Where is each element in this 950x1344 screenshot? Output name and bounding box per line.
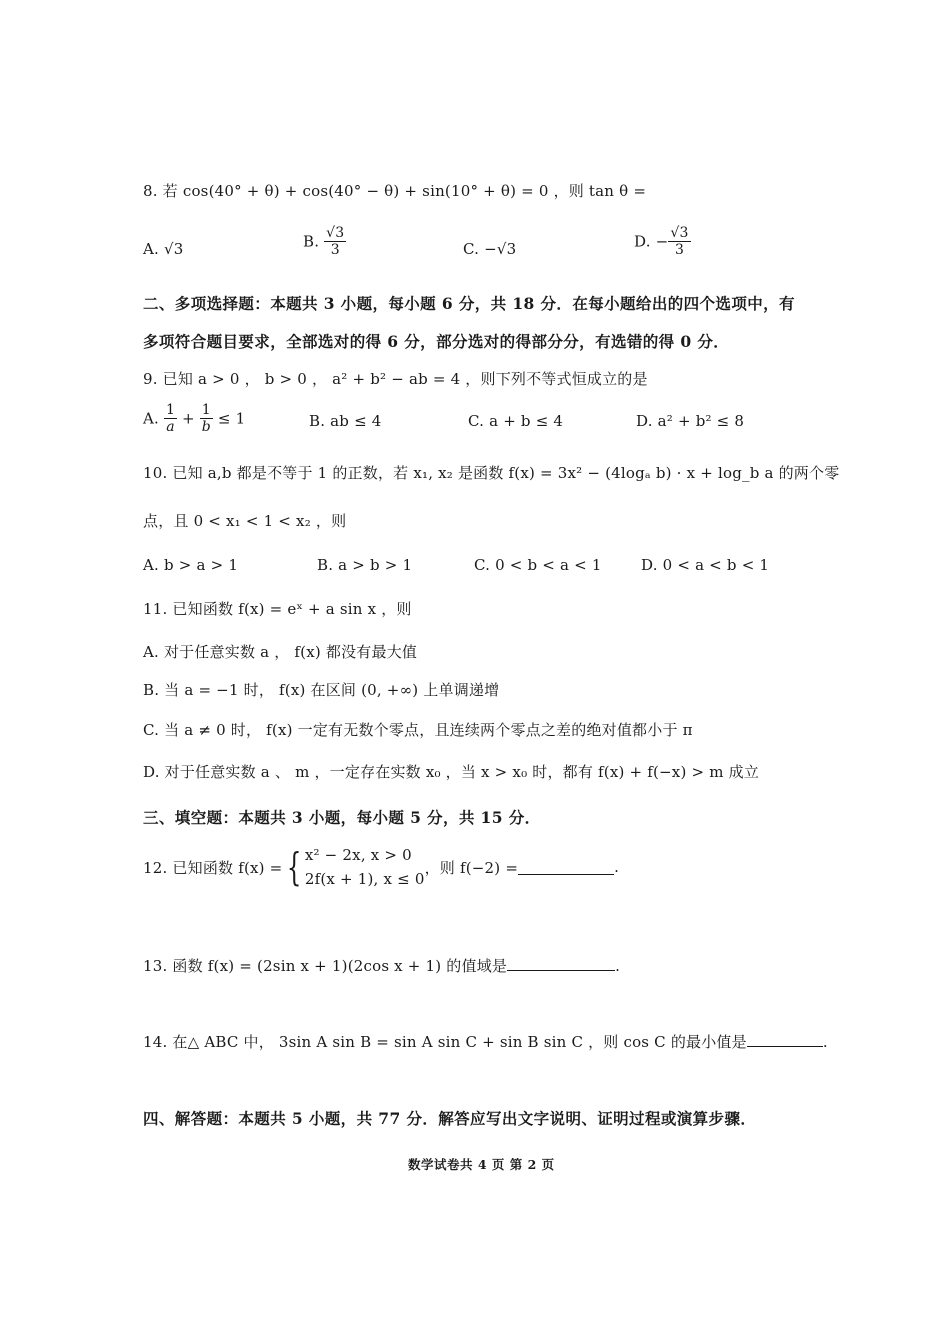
q8-option-d <box>634 225 691 258</box>
q9-option-a-num2: 1 <box>201 402 211 418</box>
q9-option-b: B. ab ≤ 4 <box>309 412 382 430</box>
q9-option-a-den2: b <box>201 419 211 435</box>
q10-stem: 10. 已知 a,b 都是不等于 1 的正数，若 x₁, x₂ 是函数 f(x) = 3x² − (4logₐ b) · x + log_b a 的两个零 <box>143 464 840 482</box>
q12-brace: { <box>287 845 302 889</box>
q8-option-b-label: B. <box>303 232 325 251</box>
q9-option-c: C. a + b ≤ 4 <box>468 412 564 430</box>
q11-option-a: A. 对于任意实数 a ， f(x) 都没有最大值 <box>143 643 418 661</box>
section4-title: 四、解答题：本题共 5 小题，共 77 分．解答应写出文字说明、证明过程或演算步骤． <box>143 1109 757 1128</box>
q13-stem: 13. 函数 f(x) = (2sin x + 1)(2cos x + 1) 的值域是 <box>143 957 508 975</box>
q13 <box>143 955 620 976</box>
q8-option-a-value: √3 <box>163 240 184 258</box>
q14-end-dot: . <box>822 1033 828 1051</box>
q8-option-c <box>463 240 516 258</box>
q9-option-a-tail: ≤ 1 <box>212 409 246 428</box>
q9-option-a-frac1 <box>164 402 177 435</box>
q9-option-a <box>143 402 245 435</box>
q9-stem: 9. 已知 a > 0 ， b > 0 ， a² + b² − ab = 4 ，则下列不等式恒成立的是 <box>143 370 648 388</box>
q14 <box>143 1031 828 1052</box>
q11-option-c: C. 当 a ≠ 0 时， f(x) 一定有无数个零点，且连续两个零点之差的绝对值都小于 π <box>143 721 693 739</box>
q8-option-a-label: A. <box>143 240 164 258</box>
q12-case2: 2f(x + 1), x ≤ 0 <box>304 870 425 888</box>
q12-case1: x² − 2x, x > 0 <box>304 846 412 864</box>
q8-option-d-label: D. − <box>634 232 669 251</box>
q9-option-a-den1: a <box>166 419 175 435</box>
q9-option-d: D. a² + b² ≤ 8 <box>636 412 745 430</box>
q12-end-dot: . <box>614 858 620 876</box>
q9-option-a-frac2 <box>200 402 213 435</box>
q12 <box>143 843 619 891</box>
q9-option-a-num1: 1 <box>165 402 176 418</box>
q8-option-d-numerator: √3 <box>670 225 689 241</box>
q10-stem-cont: 点，且 0 < x₁ < 1 < x₂ ，则 <box>143 512 347 530</box>
q11-stem: 11. 已知函数 f(x) = eˣ + a sin x ，则 <box>143 600 412 618</box>
q10-option-c: C. 0 < b < a < 1 <box>474 556 602 574</box>
q13-answer-blank <box>507 956 615 971</box>
q14-stem: 14. 在△ ABC 中， 3sin A sin B = sin A sin C + sin B sin C ，则 cos C 的最小值是 <box>143 1033 747 1051</box>
q12-cases <box>305 843 425 891</box>
q8-option-d-denominator: 3 <box>674 242 685 258</box>
section2-line1: 二、多项选择题：本题共 3 小题，每小题 6 分，共 18 分．在每小题给出的四个选项中，有 <box>143 294 795 313</box>
section2-line2: 多项符合题目要求，全部选对的得 6 分，部分选对的得部分分，有选错的得 0 分． <box>143 332 730 351</box>
q8-option-b-denominator: 3 <box>330 242 340 258</box>
q11-option-d: D. 对于任意实数 a 、 m ，一定存在实数 x₀ ，当 x > x₀ 时，都有 f(x) + f(−x) > m 成立 <box>143 763 760 781</box>
q9-option-a-plus: + <box>177 409 200 428</box>
q8-option-c-label: C. <box>463 240 485 258</box>
q9-option-a-label: A. <box>143 409 164 428</box>
q8-option-b-fraction <box>324 225 346 258</box>
q8-option-b-numerator: √3 <box>326 225 345 241</box>
q12-prefix: 12. 已知函数 f(x) = <box>143 858 283 877</box>
q8-option-d-fraction <box>668 225 690 258</box>
q10-option-a: A. b > a > 1 <box>143 556 239 574</box>
q14-answer-blank <box>747 1032 823 1047</box>
q10-option-d: D. 0 < a < b < 1 <box>641 556 770 574</box>
q10-option-b: B. a > b > 1 <box>317 556 413 574</box>
q8-stem: 8. 若 cos(40° + θ) + cos(40° − θ) + sin(10° + θ) = 0 ，则 tan θ = <box>143 182 647 200</box>
page-footer: 数学试卷共 4 页 第 2 页 <box>408 1157 555 1172</box>
q8-option-a <box>143 240 183 258</box>
q11-option-b: B. 当 a = −1 时， f(x) 在区间 (0, +∞) 上单调递增 <box>143 681 500 699</box>
section3-title: 三、填空题：本题共 3 小题，每小题 5 分，共 15 分． <box>143 808 541 827</box>
q13-end-dot: . <box>615 957 621 975</box>
q12-answer-blank <box>518 860 614 875</box>
q8-option-c-value: −√3 <box>484 240 517 258</box>
q8-option-b <box>303 225 346 258</box>
q12-suffix: ，则 f(−2) = <box>424 858 519 877</box>
